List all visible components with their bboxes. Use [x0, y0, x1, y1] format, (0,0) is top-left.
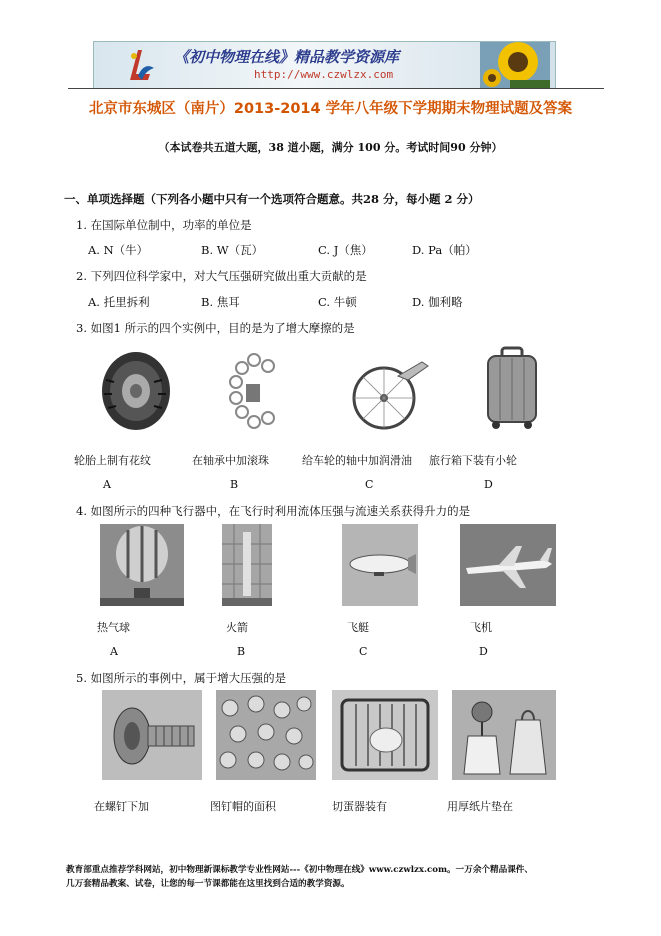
question-5-caption-b: 图钉帽的面积 [210, 800, 276, 813]
hot-air-balloon-image [100, 524, 184, 606]
question-1-option-b: B. W（瓦） [201, 243, 264, 257]
question-1-option-c: C. J（焦） [318, 243, 373, 257]
question-3-caption-d: 旅行箱下装有小轮 [429, 454, 517, 467]
rocket-image [222, 524, 272, 606]
question-4-letter-d: D [479, 645, 488, 658]
question-2-option-d: D. 伽利略 [412, 295, 463, 309]
question-5-stem: 5. 如图所示的事例中，属于增大压强的是 [76, 671, 287, 685]
question-4-stem: 4. 如图所示的四种飞行器中，在飞行时利用流体压强与流速关系获得升力的是 [76, 504, 471, 518]
question-5-caption-c: 切蛋器装有 [332, 800, 387, 813]
question-2-option-b: B. 焦耳 [201, 295, 240, 309]
bearing-image [228, 352, 280, 432]
header-divider [68, 88, 604, 89]
question-2-stem: 2. 下列四位科学家中，对大气压强研究做出重大贡献的是 [76, 269, 367, 283]
page-title: 北京市东城区（南片）2013-2014 学年八年级下学期期末物理试题及答案 [88, 101, 573, 117]
question-4-caption-b: 火箭 [226, 621, 248, 634]
question-1-option-a: A. N（牛） [88, 243, 149, 257]
airplane-image [460, 524, 556, 606]
tire-image [100, 350, 172, 432]
suitcase-image [484, 346, 540, 430]
question-4-letter-b: B [237, 645, 246, 658]
banner-url[interactable]: http://www.czwlzx.com [254, 68, 394, 81]
page-footer [66, 863, 533, 891]
sunflower-icon [480, 41, 550, 89]
question-1-stem: 1. 在国际单位制中，功率的单位是 [76, 218, 252, 232]
screw-washer-image [102, 690, 202, 780]
footer-line-1: 教育部重点推荐学科网站，初中物理新课标教学专业性网站---《初中物理在线》www.czwlzx.com。一万余个精品课件、 [66, 865, 533, 875]
logo-icon [124, 46, 156, 84]
question-5-caption-d: 用厚纸片垫在 [447, 800, 513, 813]
question-1-option-d: D. Pa（帕） [412, 243, 477, 257]
question-5-caption-a: 在螺钉下加 [94, 800, 149, 813]
banner-title: 《初中物理在线》精品教学资源库 [174, 48, 400, 66]
section-heading: 一、单项选择题（下列各小题中只有一个选项符合题意。共28 分，每小题 2 分） [64, 192, 480, 206]
question-4-caption-a: 热气球 [97, 621, 130, 634]
bag-hook-image [452, 690, 556, 780]
question-4-letter-c: C [359, 645, 368, 658]
question-4-caption-c: 飞艇 [347, 621, 369, 634]
question-3-caption-a: 轮胎上制有花纹 [74, 454, 151, 467]
question-3-stem: 3. 如图1 所示的四个实例中，目的是为了增大摩擦的是 [76, 321, 355, 335]
question-3-letter-d: D [484, 478, 493, 491]
question-3-letter-a: A [103, 478, 111, 491]
airship-image [342, 524, 418, 606]
bicycle-wheel-image [348, 356, 432, 432]
question-2-option-a: A. 托里拆利 [88, 295, 150, 309]
question-4-caption-d: 飞机 [470, 621, 492, 634]
exam-note: （本试卷共五道大题，38 道小题，满分 100 分。考试时间90 分钟） [158, 141, 503, 154]
question-3-letter-b: B [230, 478, 239, 491]
egg-slicer-image [332, 690, 438, 780]
question-2-option-c: C. 牛顿 [318, 295, 357, 309]
footer-line-2: 几万套精品教案、试卷，让您的每一节课都能在这里找到合适的教学资源。 [66, 879, 350, 889]
question-4-letter-a: A [110, 645, 118, 658]
question-3-letter-c: C [365, 478, 374, 491]
header-banner [93, 41, 556, 89]
question-3-caption-c: 给车轮的轴中加润滑油 [302, 454, 412, 467]
question-3-caption-b: 在轴承中加滚珠 [192, 454, 269, 467]
thumbtacks-image [216, 690, 316, 780]
